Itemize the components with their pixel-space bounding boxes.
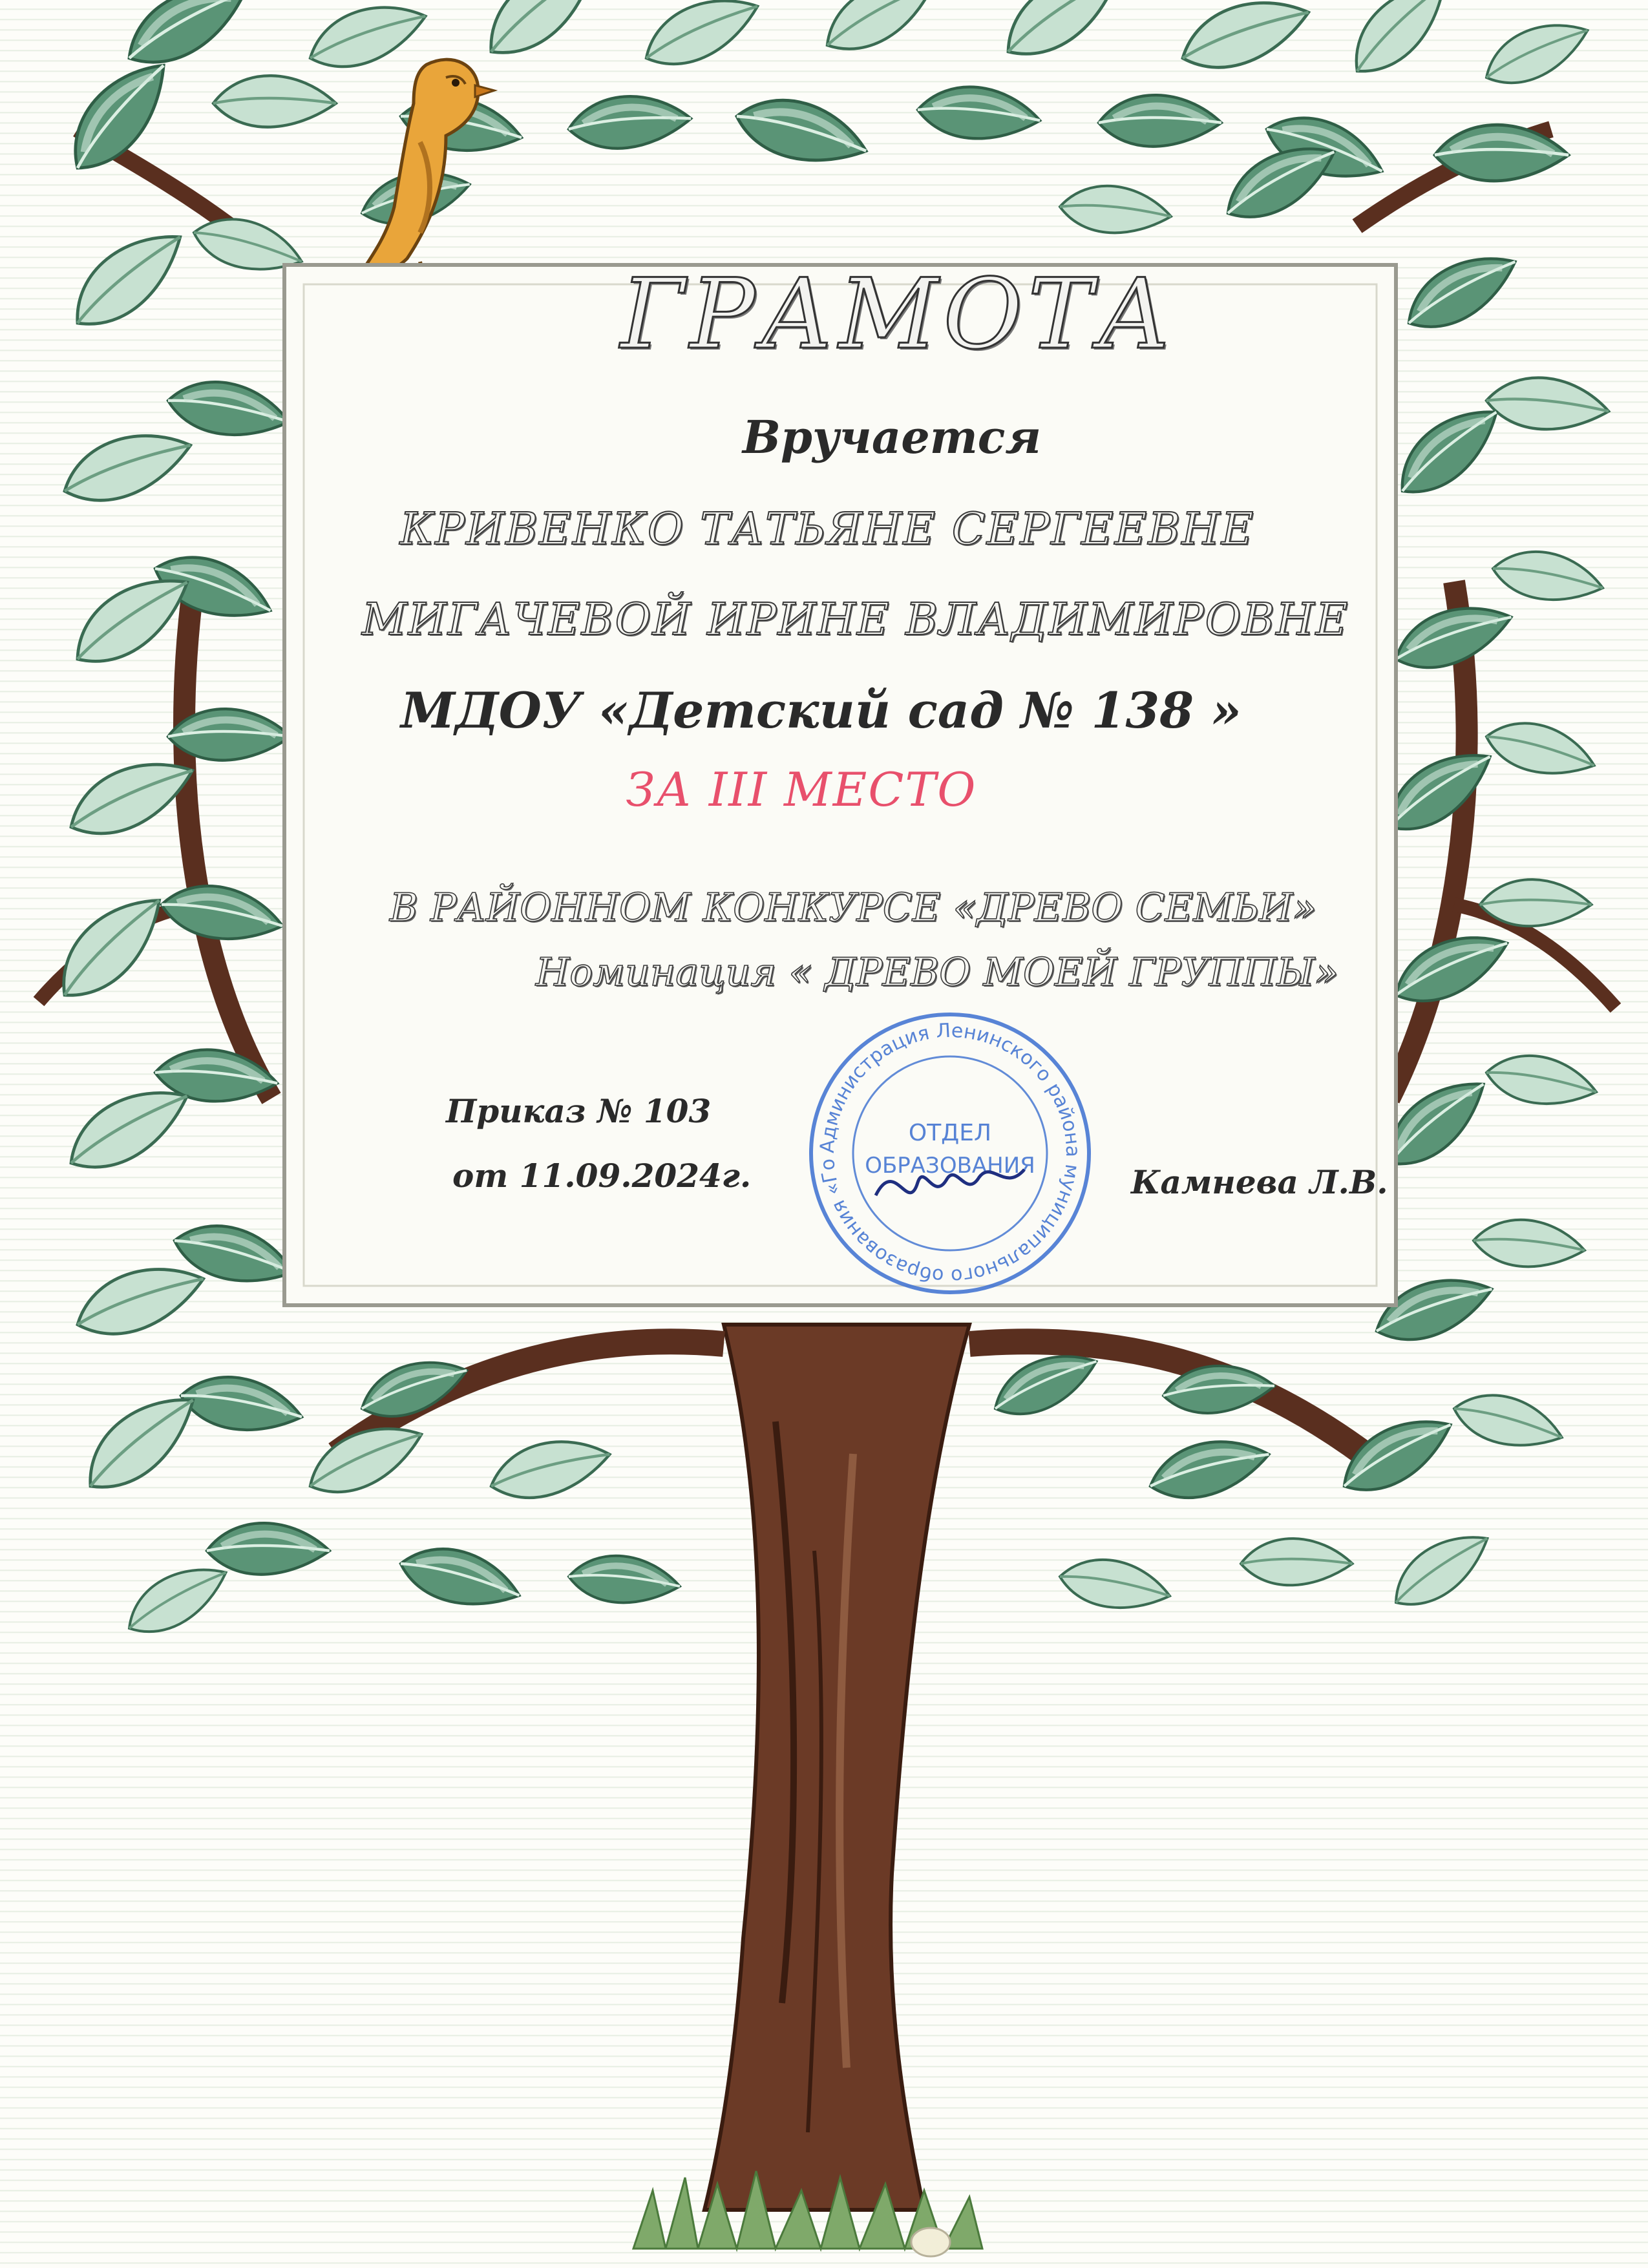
recipient-name: КРИВЕНКО ТАТЬЯНЕ СЕРГЕЕВНЕ [399, 504, 1255, 555]
recipient-name: МИГАЧЕВОЙ ИРИНЕ ВЛАДИМИРОВНЕ [362, 594, 1349, 646]
official-stamp [805, 1008, 1095, 1299]
certificate-title: ГРАМОТА [620, 258, 1177, 371]
contest-name: В РАЙОННОМ КОНКУРСЕ «ДРЕВО СЕМЬИ» [389, 885, 1317, 930]
svg-text:Администрация Ленинского район: Администрация Ленинского района муниципального образования «Го [816, 1019, 1084, 1288]
svg-text:ОТДЕЛ: ОТДЕЛ [908, 1120, 992, 1146]
nomination: Номинация « ДРЕВО МОЕЙ ГРУППЫ» [535, 950, 1339, 995]
organization: МДОУ «Детский сад № 138 » [401, 682, 1242, 739]
order-date: от 11.09.2024г. [452, 1157, 752, 1195]
award-place: ЗА III МЕСТО [626, 762, 977, 817]
signer-name: Камнева Л.В. [1131, 1163, 1388, 1201]
order-number: Приказ № 103 [446, 1092, 712, 1130]
svg-text:ОБРАЗОВАНИЯ: ОБРАЗОВАНИЯ [865, 1153, 1035, 1179]
presented-to: Вручается [742, 410, 1042, 464]
